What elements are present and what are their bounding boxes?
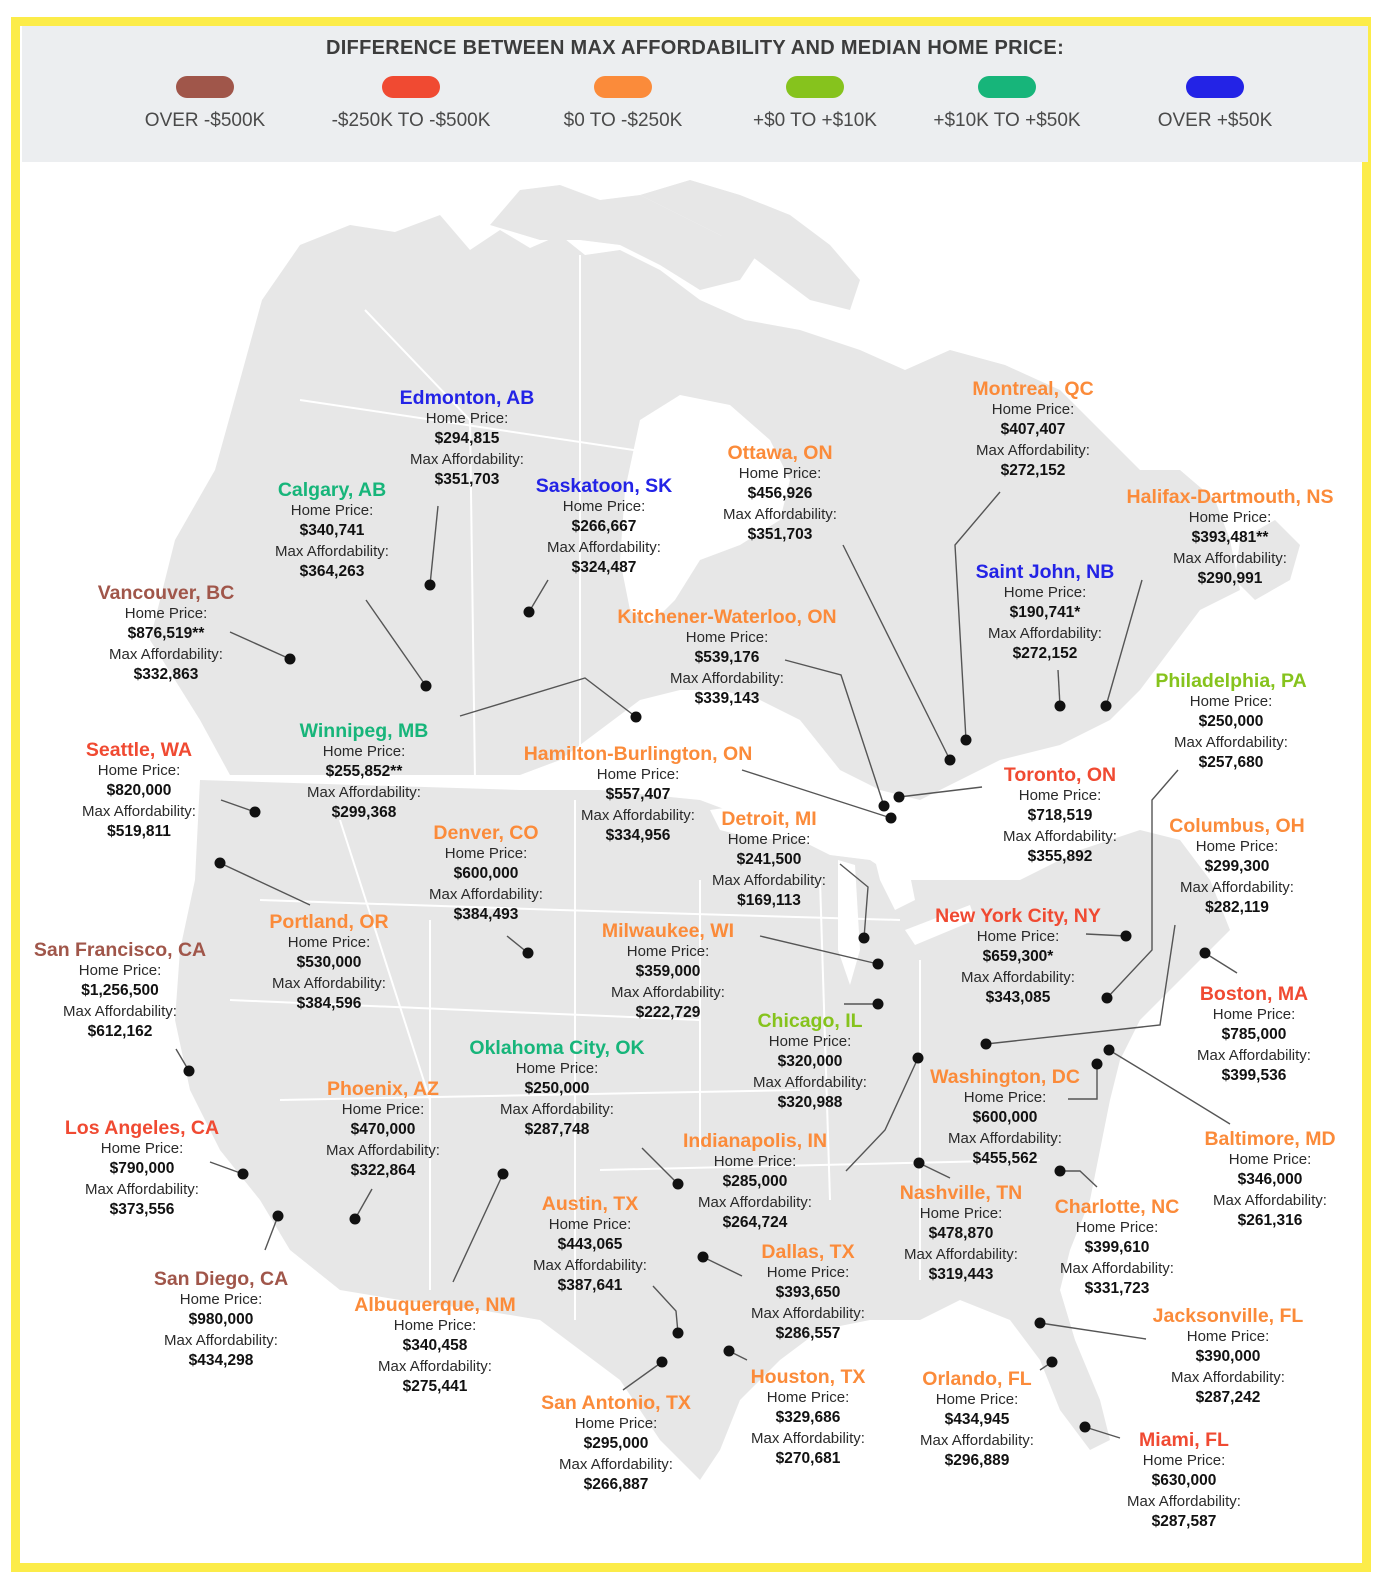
city-name: Milwaukee, WI (601, 920, 735, 942)
home-price-value: $294,815 (434, 430, 500, 447)
city-name: Portland, OR (269, 911, 389, 933)
home-price-label: Home Price: (515, 1059, 599, 1077)
city-name: Miami, FL (1139, 1429, 1229, 1451)
max-affordability-label: Max Affordability: (429, 885, 543, 903)
max-affordability-value: $339,143 (694, 690, 760, 707)
city-label-saint-john (915, 562, 1175, 665)
city-dot (350, 1214, 361, 1225)
legend-label: $0 TO -$250K (563, 110, 683, 131)
max-affordability-value: $272,152 (1000, 462, 1066, 479)
city-name: Kitchener-Waterloo, ON (617, 606, 837, 628)
max-affordability-label: Max Affordability: (82, 802, 196, 820)
home-price-value: $456,926 (747, 485, 813, 502)
home-price-value: $630,000 (1151, 1472, 1217, 1489)
city-name: Seattle, WA (85, 739, 193, 761)
home-price-label: Home Price: (322, 742, 406, 760)
max-affordability-value: $334,956 (605, 827, 671, 844)
city-name: Saint John, NB (975, 561, 1115, 583)
max-affordability-label: Max Affordability: (378, 1357, 492, 1375)
max-affordability-label: Max Affordability: (164, 1331, 278, 1349)
home-price-value: $539,176 (694, 649, 760, 666)
city-name: Jacksonville, FL (1152, 1305, 1304, 1327)
max-affordability-label: Max Affordability: (1180, 878, 1294, 896)
city-name: Columbus, OH (1169, 815, 1305, 837)
city-label-calgary (202, 480, 462, 583)
max-affordability-value: $384,596 (296, 995, 362, 1012)
home-price-label: Home Price: (1188, 508, 1272, 526)
city-name: Baltimore, MD (1204, 1128, 1336, 1150)
city-name: Indianapolis, IN (682, 1130, 828, 1152)
home-price-value: $393,481** (1191, 529, 1269, 546)
max-affordability-label: Max Affordability: (1171, 1368, 1285, 1386)
city-label-vancouver (36, 583, 296, 686)
legend-label: OVER +$50K (1157, 110, 1273, 131)
home-price-label: Home Price: (1195, 837, 1279, 855)
city-label-san-antonio (486, 1393, 746, 1496)
city-name: Saskatoon, SK (535, 475, 673, 497)
city-name: Houston, TX (750, 1366, 866, 1388)
legend-label: OVER -$500K (144, 110, 266, 131)
max-affordability-value: $169,113 (737, 892, 801, 909)
city-dot (1055, 701, 1066, 712)
max-affordability-value: $332,863 (133, 666, 199, 683)
home-price-label: Home Price: (124, 604, 208, 622)
home-price-value: $820,000 (106, 782, 172, 799)
home-price-value: $785,000 (1221, 1026, 1287, 1043)
home-price-label: Home Price: (393, 1316, 477, 1334)
home-price-value: $399,610 (1084, 1239, 1150, 1256)
max-affordability-label: Max Affordability: (698, 1193, 812, 1211)
max-affordability-label: Max Affordability: (751, 1429, 865, 1447)
city-name: Philadelphia, PA (1155, 670, 1307, 692)
home-price-label: Home Price: (766, 1263, 850, 1281)
home-price-label: Home Price: (919, 1204, 1003, 1222)
city-name: Oklahoma City, OK (469, 1037, 645, 1059)
city-name: Washington, DC (930, 1066, 1080, 1088)
max-affordability-label: Max Affordability: (988, 624, 1102, 642)
city-name: Los Angeles, CA (64, 1117, 220, 1139)
home-price-label: Home Price: (444, 844, 528, 862)
home-price-value: $255,852** (325, 763, 403, 780)
home-price-label: Home Price: (290, 501, 374, 519)
city-dot (859, 933, 870, 944)
home-price-label: Home Price: (574, 1414, 658, 1432)
city-label-seattle (9, 740, 269, 843)
home-price-value: $876,519** (127, 625, 205, 642)
max-affordability-label: Max Affordability: (611, 983, 725, 1001)
home-price-value: $329,686 (775, 1409, 841, 1426)
home-price-value: $285,000 (722, 1173, 788, 1190)
city-label-los-angeles (12, 1118, 272, 1221)
max-affordability-label: Max Affordability: (1003, 827, 1117, 845)
home-price-label: Home Price: (727, 830, 811, 848)
city-name: Phoenix, AZ (327, 1078, 439, 1100)
city-name: New York City, NY (935, 905, 1101, 927)
max-affordability-label: Max Affordability: (272, 974, 386, 992)
city-label-montreal (903, 379, 1163, 482)
home-price-value: $190,741* (1009, 604, 1081, 621)
max-affordability-value: $320,988 (777, 1094, 843, 1111)
home-price-label: Home Price: (1003, 583, 1087, 601)
max-affordability-label: Max Affordability: (1213, 1191, 1327, 1209)
city-label-milwaukee (538, 921, 798, 1024)
home-price-value: $470,000 (350, 1121, 416, 1138)
max-affordability-label: Max Affordability: (307, 783, 421, 801)
max-affordability-value: $287,748 (524, 1121, 590, 1138)
home-price-label: Home Price: (341, 1100, 425, 1118)
max-affordability-label: Max Affordability: (751, 1304, 865, 1322)
city-name: Denver, CO (433, 822, 539, 844)
home-price-label: Home Price: (78, 961, 162, 979)
max-affordability-value: $519,811 (107, 823, 171, 840)
city-dot (524, 607, 535, 618)
max-affordability-value: $322,864 (350, 1162, 416, 1179)
city-dot (873, 959, 884, 970)
home-price-value: $659,300* (982, 948, 1054, 965)
city-dot (1047, 1357, 1058, 1368)
legend-label: -$250K TO -$500K (331, 110, 491, 131)
max-affordability-label: Max Affordability: (920, 1431, 1034, 1449)
max-affordability-label: Max Affordability: (85, 1180, 199, 1198)
home-price-value: $530,000 (296, 954, 362, 971)
city-label-winnipeg (234, 721, 494, 824)
leader-line (1205, 953, 1237, 973)
home-price-label: Home Price: (713, 1152, 797, 1170)
max-affordability-value: $264,724 (722, 1214, 788, 1231)
city-name: Chicago, IL (757, 1010, 863, 1032)
max-affordability-label: Max Affordability: (948, 1129, 1062, 1147)
city-name: Calgary, AB (277, 479, 387, 501)
max-affordability-value: $275,441 (402, 1378, 468, 1395)
city-label-new-york (888, 906, 1148, 1009)
city-dot (523, 948, 534, 959)
home-price-label: Home Price: (1075, 1218, 1159, 1236)
max-affordability-label: Max Affordability: (712, 871, 826, 889)
city-label-washington (875, 1067, 1135, 1170)
max-affordability-label: Max Affordability: (976, 441, 1090, 459)
city-label-miami (1054, 1430, 1314, 1533)
city-name: Toronto, ON (1003, 764, 1117, 786)
home-price-value: $407,407 (1000, 421, 1066, 438)
max-affordability-value: $287,587 (1151, 1513, 1217, 1530)
home-price-value: $359,000 (635, 963, 701, 980)
max-affordability-label: Max Affordability: (1127, 1492, 1241, 1510)
city-label-ottawa (650, 443, 910, 546)
max-affordability-label: Max Affordability: (1174, 733, 1288, 751)
home-price-label: Home Price: (97, 761, 181, 779)
home-price-value: $295,000 (583, 1435, 649, 1452)
max-affordability-value: $612,162 (87, 1023, 153, 1040)
city-name: Albuquerque, NM (354, 1294, 516, 1316)
city-dot (981, 1039, 992, 1050)
max-affordability-value: $384,493 (453, 906, 519, 923)
max-affordability-value: $266,887 (583, 1476, 649, 1493)
city-name: Dallas, TX (761, 1241, 855, 1263)
city-label-boston (1124, 984, 1384, 1087)
legend-label: +$10K TO +$50K (933, 110, 1081, 131)
home-price-value: $557,407 (605, 786, 671, 803)
max-affordability-label: Max Affordability: (1060, 1259, 1174, 1277)
city-dot (894, 792, 905, 803)
max-affordability-label: Max Affordability: (63, 1002, 177, 1020)
city-dot (657, 1357, 668, 1368)
home-price-label: Home Price: (1228, 1150, 1312, 1168)
home-price-value: $1,256,500 (81, 982, 159, 999)
city-name: Winnipeg, MB (299, 720, 429, 742)
city-name: Charlotte, NC (1054, 1196, 1180, 1218)
home-price-value: $434,945 (944, 1411, 1010, 1428)
city-name: Detroit, MI (721, 808, 817, 830)
city-name: Boston, MA (1199, 983, 1309, 1005)
home-price-value: $250,000 (1198, 713, 1264, 730)
legend-title: DIFFERENCE BETWEEN MAX AFFORDABILITY AND MEDIAN HOME PRICE: (325, 37, 1065, 59)
max-affordability-value: $222,729 (635, 1004, 701, 1021)
city-dot (273, 1211, 284, 1222)
home-price-label: Home Price: (963, 1088, 1047, 1106)
max-affordability-value: $355,892 (1027, 848, 1093, 865)
max-affordability-value: $319,443 (928, 1266, 994, 1283)
city-dot (421, 681, 432, 692)
max-affordability-value: $270,681 (775, 1450, 841, 1467)
city-label-philadelphia (1101, 671, 1361, 774)
max-affordability-label: Max Affordability: (670, 669, 784, 687)
home-price-label: Home Price: (1212, 1005, 1296, 1023)
max-affordability-label: Max Affordability: (581, 806, 695, 824)
max-affordability-value: $387,641 (557, 1277, 623, 1294)
city-label-san-francisco (0, 940, 250, 1043)
home-price-label: Home Price: (100, 1139, 184, 1157)
max-affordability-value: $287,242 (1195, 1389, 1261, 1406)
home-price-value: $390,000 (1195, 1348, 1261, 1365)
max-affordability-value: $299,368 (331, 804, 397, 821)
home-price-label: Home Price: (991, 400, 1075, 418)
city-name: Ottawa, ON (727, 442, 833, 464)
home-price-label: Home Price: (562, 497, 646, 515)
city-label-detroit (639, 809, 899, 912)
max-affordability-value: $261,316 (1237, 1212, 1303, 1229)
home-price-value: $241,500 (736, 851, 802, 868)
max-affordability-value: $290,991 (1197, 570, 1263, 587)
max-affordability-label: Max Affordability: (410, 450, 524, 468)
max-affordability-label: Max Affordability: (904, 1245, 1018, 1263)
max-affordability-label: Max Affordability: (109, 645, 223, 663)
max-affordability-label: Max Affordability: (326, 1141, 440, 1159)
home-price-label: Home Price: (1186, 1327, 1270, 1345)
city-label-kitchener (597, 607, 857, 710)
home-price-label: Home Price: (768, 1032, 852, 1050)
city-name: Austin, TX (541, 1193, 639, 1215)
city-label-columbus (1107, 816, 1367, 919)
max-affordability-label: Max Affordability: (1173, 549, 1287, 567)
home-price-label: Home Price: (935, 1390, 1019, 1408)
max-affordability-value: $286,557 (775, 1325, 841, 1342)
home-price-value: $346,000 (1237, 1171, 1303, 1188)
home-price-value: $340,741 (299, 522, 365, 539)
city-dot (1035, 1318, 1046, 1329)
max-affordability-value: $257,680 (1198, 754, 1264, 771)
max-affordability-label: Max Affordability: (500, 1100, 614, 1118)
max-affordability-label: Max Affordability: (1197, 1046, 1311, 1064)
city-name: San Diego, CA (153, 1268, 289, 1290)
max-affordability-label: Max Affordability: (961, 968, 1075, 986)
city-label-denver (356, 823, 616, 926)
max-affordability-label: Max Affordability: (547, 538, 661, 556)
city-dot (215, 858, 226, 869)
max-affordability-value: $351,703 (747, 526, 813, 543)
home-price-label: Home Price: (1018, 786, 1102, 804)
max-affordability-value: $373,556 (109, 1201, 175, 1218)
city-name: Hamilton-Burlington, ON (523, 743, 753, 765)
city-dot (1104, 1045, 1115, 1056)
max-affordability-value: $434,298 (188, 1352, 254, 1369)
city-label-jacksonville (1098, 1306, 1358, 1409)
max-affordability-value: $282,119 (1205, 899, 1269, 916)
home-price-value: $790,000 (109, 1160, 175, 1177)
home-price-value: $320,000 (777, 1053, 843, 1070)
home-price-label: Home Price: (287, 933, 371, 951)
max-affordability-label: Max Affordability: (723, 505, 837, 523)
max-affordability-value: $351,703 (434, 471, 500, 488)
max-affordability-value: $343,085 (985, 989, 1051, 1006)
home-price-label: Home Price: (738, 464, 822, 482)
home-price-value: $299,300 (1204, 858, 1270, 875)
max-affordability-value: $455,562 (972, 1150, 1038, 1167)
home-price-label: Home Price: (685, 628, 769, 646)
home-price-label: Home Price: (1189, 692, 1273, 710)
city-label-albuquerque (305, 1295, 565, 1398)
home-price-value: $266,667 (571, 518, 637, 535)
city-dot (1200, 948, 1211, 959)
city-dot (184, 1066, 195, 1077)
city-name: Nashville, TN (899, 1182, 1023, 1204)
home-price-value: $478,870 (928, 1225, 994, 1242)
max-affordability-value: $272,152 (1012, 645, 1078, 662)
home-price-label: Home Price: (596, 765, 680, 783)
home-price-label: Home Price: (766, 1388, 850, 1406)
city-name: San Antonio, TX (541, 1392, 691, 1414)
city-dot (961, 735, 972, 746)
city-dot (724, 1346, 735, 1357)
home-price-label: Home Price: (626, 942, 710, 960)
home-price-value: $980,000 (188, 1311, 254, 1328)
city-label-dallas (678, 1242, 938, 1345)
city-label-phoenix (253, 1079, 513, 1182)
city-dot (945, 755, 956, 766)
home-price-value: $250,000 (524, 1080, 590, 1097)
legend-label: +$0 TO +$10K (753, 110, 877, 131)
city-name: Halifax-Dartmouth, NS (1126, 486, 1334, 508)
max-affordability-label: Max Affordability: (753, 1073, 867, 1091)
home-price-value: $718,519 (1027, 807, 1093, 824)
city-name: Vancouver, BC (97, 582, 235, 604)
max-affordability-label: Max Affordability: (275, 542, 389, 560)
city-label-charlotte (987, 1197, 1247, 1300)
city-name: Edmonton, AB (399, 387, 535, 409)
city-dot (873, 999, 884, 1010)
city-name: San Francisco, CA (33, 939, 207, 961)
city-name: Montreal, QC (972, 378, 1094, 400)
max-affordability-value: $331,723 (1084, 1280, 1150, 1297)
max-affordability-label: Max Affordability: (533, 1256, 647, 1274)
home-price-label: Home Price: (976, 927, 1060, 945)
max-affordability-value: $296,889 (944, 1452, 1010, 1469)
home-price-value: $443,065 (557, 1236, 623, 1253)
city-dot (631, 712, 642, 723)
home-price-value: $340,458 (402, 1337, 468, 1354)
max-affordability-value: $324,487 (571, 559, 637, 576)
home-price-label: Home Price: (179, 1290, 263, 1308)
home-price-label: Home Price: (1142, 1451, 1226, 1469)
max-affordability-value: $364,263 (299, 563, 365, 580)
home-price-label: Home Price: (425, 409, 509, 427)
home-price-value: $600,000 (453, 865, 519, 882)
home-price-value: $600,000 (972, 1109, 1038, 1126)
home-price-label: Home Price: (548, 1215, 632, 1233)
max-affordability-value: $399,536 (1221, 1067, 1287, 1084)
home-price-value: $393,650 (775, 1284, 841, 1301)
city-name: Orlando, FL (922, 1368, 1032, 1390)
max-affordability-label: Max Affordability: (559, 1455, 673, 1473)
